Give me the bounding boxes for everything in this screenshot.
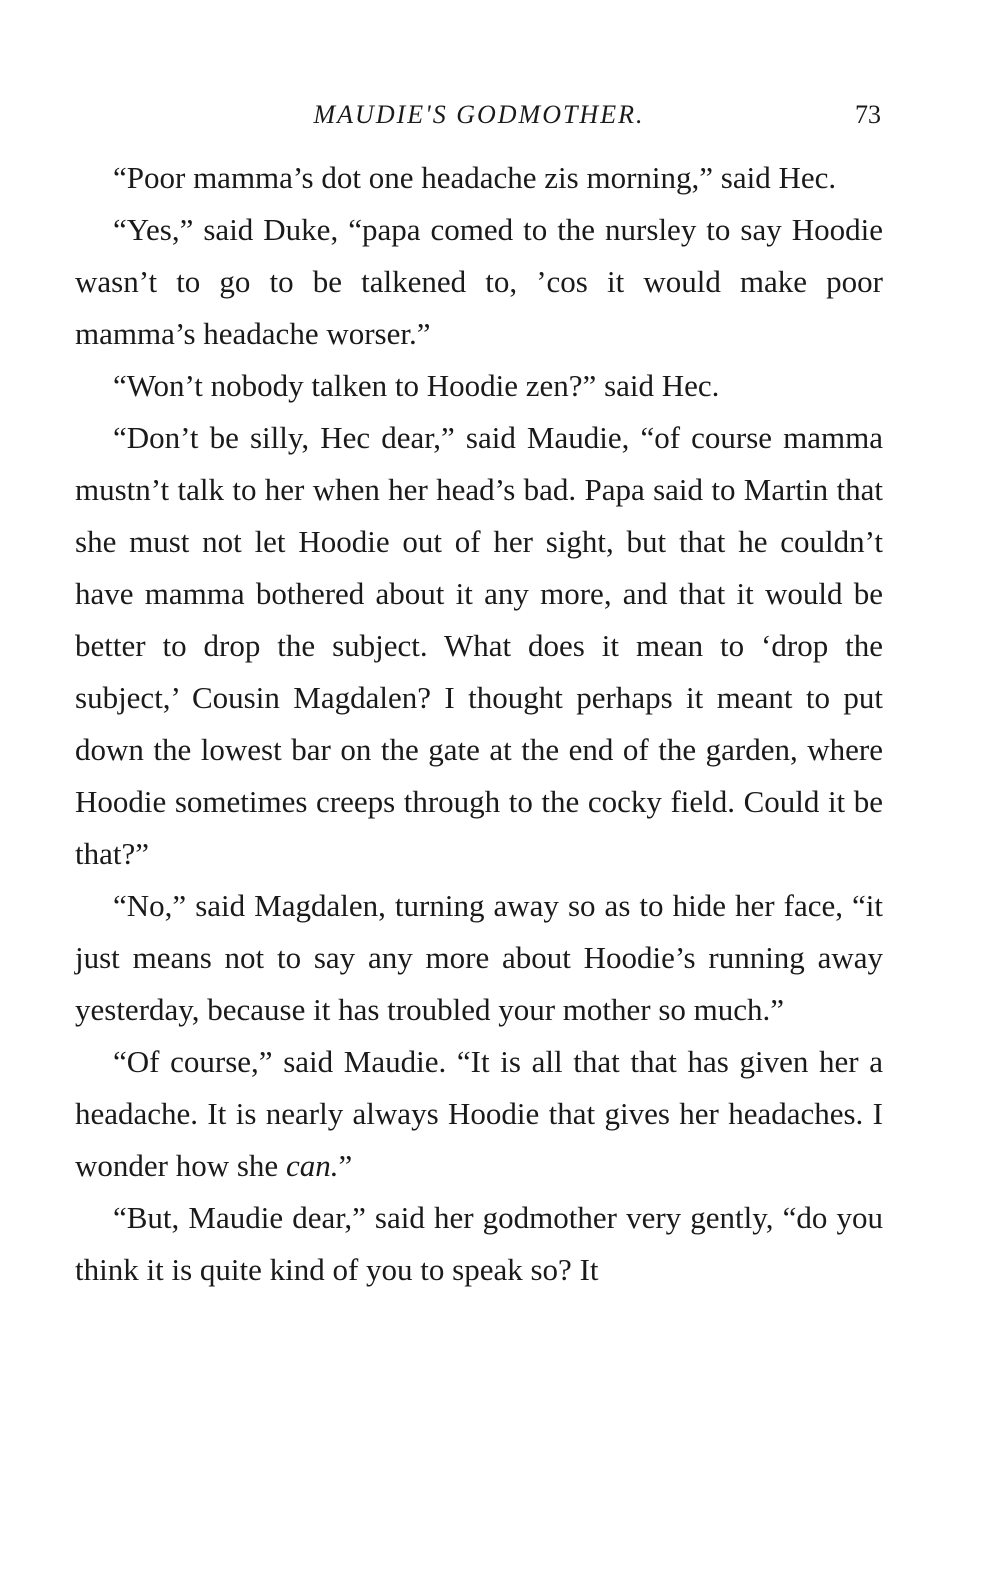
paragraph [75,1036,883,1192]
emphasized-word: can. [285,1148,339,1183]
paragraph: “Won’t nobody talken to Hoodie zen?” said Hec. [113,368,720,403]
paragraph: “But, Maudie dear,” said her godmother very gently, “do you think it is quite kind of you to speak so? It [75,1200,883,1287]
paragraph: “Yes,” said Duke, “papa comed to the nursley to say Hoodie wasn’t to go to be talkened to, ’cos it would make poor mamma’s headache worser.” [75,212,883,351]
paragraph: “Don’t be silly, Hec dear,” said Maudie, “of course mamma mustn’t talk to her when her head’s bad. Papa said to Martin that she must not let Hoodie out of her sight, but that he couldn’t have mamma bothered about it any more, and that it would be better to drop the subject. What does it mean to ‘drop the subject,’ Cousin Magdalen? I thought perhaps it meant to put down the lowest bar on the gate at the end of the garden, where Hoodie sometimes creeps through to the cocky field. Could it be that?” [75,420,883,871]
running-head [75,92,883,138]
running-title: MAUDIE'S GODMOTHER. [313,100,645,129]
paragraph: “No,” said Magdalen, turning away so as to hide her face, “it just means not to say any more about Hoodie’s running away yesterday, because it has troubled your mother so much.” [75,888,883,1027]
book-page [75,92,883,1296]
paragraph-text-end: ” [338,1148,353,1183]
paragraph: “Poor mamma’s dot one headache zis morning,” said Hec. [113,160,837,195]
body-text [75,152,883,1296]
page-number: 73 [855,100,881,129]
paragraph-text: “Of course,” said Maudie. “It is all that that has given her a headache. It is nearly always Hoodie that gives her headaches. I wonder how she [75,1044,883,1183]
